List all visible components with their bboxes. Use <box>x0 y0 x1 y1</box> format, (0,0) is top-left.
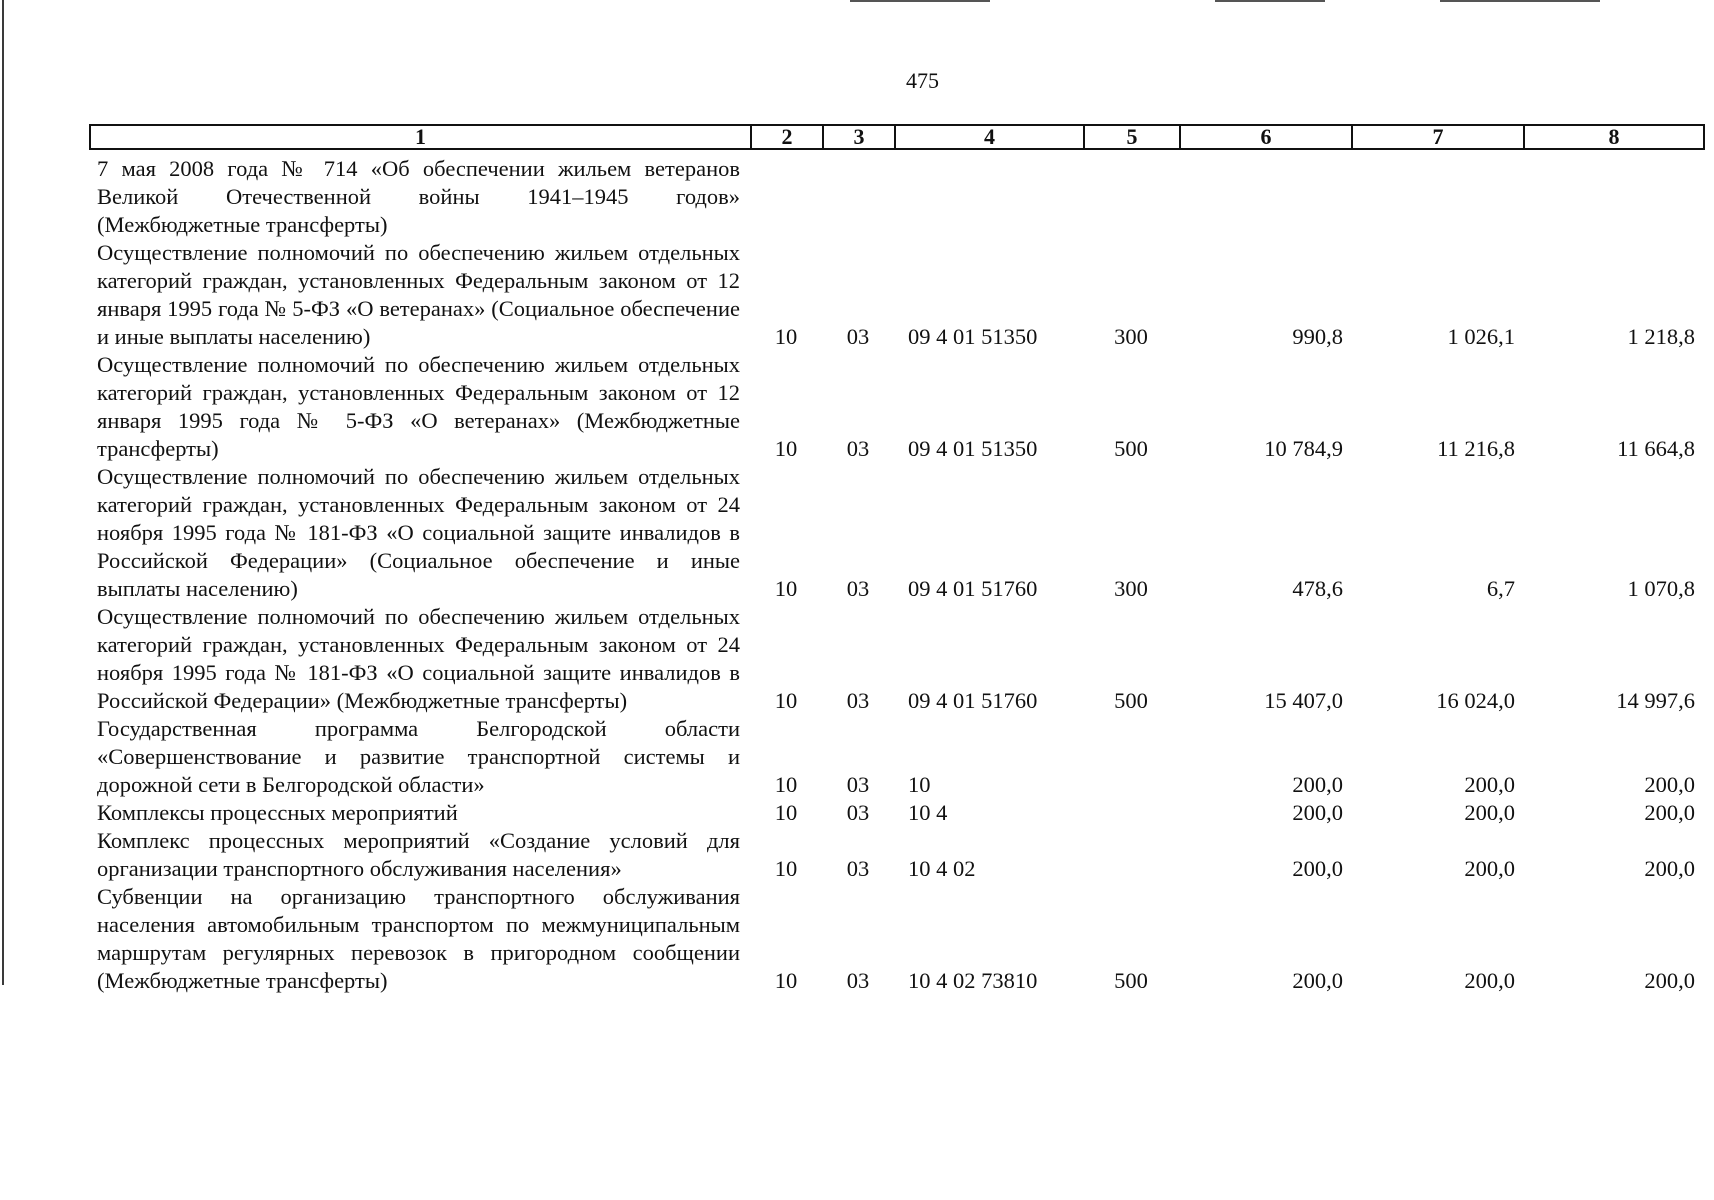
row-description: Осуществление полномочий по обеспечению жильем отдельных категорий граждан, установленных Федеральным законом от 24 ноября 1995 года № 181-ФЗ «О социальной защите инвалидов в Российской Федерации» (Межбюджетные трансферты) <box>97 604 740 713</box>
expense-type-code <box>1083 715 1179 799</box>
column-header-table <box>89 124 1705 150</box>
column-header: 8 <box>1524 125 1704 149</box>
amount-col-7: 200,0 <box>1464 800 1515 825</box>
column-header: 2 <box>751 125 823 149</box>
amount-col-7: 200,0 <box>1464 968 1515 993</box>
expense-type-code: 500 <box>1114 688 1148 713</box>
amount-col-6: 15 407,0 <box>1264 688 1343 713</box>
amount-col-8: 11 664,8 <box>1617 436 1695 461</box>
amount-col-7: 200,0 <box>1464 772 1515 797</box>
column-header: 4 <box>895 125 1084 149</box>
subsection-code: 03 <box>846 688 870 713</box>
amount-col-6: 478,6 <box>1292 576 1343 601</box>
column-header: 3 <box>823 125 895 149</box>
scan-top-mark <box>850 0 990 2</box>
section-code: 10 <box>774 856 798 881</box>
column-header: 7 <box>1352 125 1524 149</box>
expense-type-code: 300 <box>1114 324 1148 349</box>
expense-type-code <box>1083 155 1179 239</box>
subsection-code: 03 <box>846 968 870 993</box>
amount-col-7: 200,0 <box>1464 856 1515 881</box>
target-article-code: 10 <box>908 772 931 797</box>
target-article-code: 10 4 <box>908 800 948 825</box>
subsection-code <box>822 155 894 239</box>
budget-table-body <box>89 155 1703 995</box>
amount-col-8: 200,0 <box>1644 772 1695 797</box>
subsection-code: 03 <box>846 436 870 461</box>
expense-type-code: 300 <box>1114 576 1148 601</box>
section-code: 10 <box>774 772 798 797</box>
amount-col-8 <box>1523 155 1703 239</box>
row-description: Осуществление полномочий по обеспечению жильем отдельных категорий граждан, установленных Федеральным законом от 12 января 1995 года № 5-ФЗ «О ветеранах» (Межбюджетные трансферты) <box>97 352 740 461</box>
amount-col-6: 200,0 <box>1292 968 1343 993</box>
target-article-code: 10 4 02 73810 <box>908 968 1038 993</box>
amount-col-7 <box>1351 155 1523 239</box>
amount-col-7: 11 216,8 <box>1437 436 1515 461</box>
target-article-code: 10 4 02 <box>908 856 976 881</box>
amount-col-6: 200,0 <box>1292 772 1343 797</box>
row-description: Осуществление полномочий по обеспечению жильем отдельных категорий граждан, установленных Федеральным законом от 24 ноября 1995 года № 181-ФЗ «О социальной защите инвалидов в Российской Федерации» (Социальное обеспечение и иные выплаты населению) <box>97 464 740 601</box>
subsection-code: 03 <box>846 800 870 825</box>
amount-col-6: 200,0 <box>1292 800 1343 825</box>
column-header: 1 <box>90 125 751 149</box>
target-article-code: 09 4 01 51350 <box>908 436 1038 461</box>
row-description: 7 мая 2008 года № 714 «Об обеспечении жильем ветеранов Великой Отечественной войны 1941–1945 годов» (Межбюджетные трансферты) <box>97 156 740 237</box>
page-number: 475 <box>906 68 939 93</box>
column-header-row <box>90 125 1704 149</box>
amount-col-7: 1 026,1 <box>1447 324 1515 349</box>
amount-col-6: 10 784,9 <box>1264 436 1343 461</box>
column-header: 5 <box>1084 125 1180 149</box>
amount-col-8: 1 070,8 <box>1627 576 1695 601</box>
subsection-code: 03 <box>846 324 870 349</box>
table-row <box>89 239 1703 351</box>
expense-type-code <box>1083 827 1179 883</box>
section-code <box>750 155 822 239</box>
section-code: 10 <box>774 800 798 825</box>
section-code: 10 <box>774 436 798 461</box>
amount-col-8: 200,0 <box>1644 968 1695 993</box>
column-header: 6 <box>1180 125 1352 149</box>
expense-type-code <box>1083 799 1179 827</box>
table-row <box>89 799 1703 827</box>
expense-type-code: 500 <box>1114 968 1148 993</box>
table-row <box>89 883 1703 995</box>
table-row <box>89 351 1703 463</box>
scan-top-mark <box>1215 0 1325 2</box>
amount-col-6: 990,8 <box>1292 324 1343 349</box>
amount-col-7: 16 024,0 <box>1436 688 1515 713</box>
amount-col-6: 200,0 <box>1292 856 1343 881</box>
table-row <box>89 155 1703 239</box>
amount-col-8: 200,0 <box>1644 856 1695 881</box>
target-article-code: 09 4 01 51760 <box>908 688 1038 713</box>
table-row <box>89 463 1703 603</box>
amount-col-7: 6,7 <box>1486 576 1515 601</box>
amount-col-8: 1 218,8 <box>1627 324 1695 349</box>
table-row <box>89 827 1703 883</box>
table-row <box>89 603 1703 715</box>
expense-type-code: 500 <box>1114 436 1148 461</box>
amount-col-8: 14 997,6 <box>1616 688 1695 713</box>
target-article-code <box>894 155 1083 239</box>
section-code: 10 <box>774 324 798 349</box>
section-code: 10 <box>774 968 798 993</box>
row-description: Комплексы процессных мероприятий <box>97 800 458 825</box>
amount-col-6 <box>1179 155 1351 239</box>
target-article-code: 09 4 01 51760 <box>908 576 1038 601</box>
amount-col-8: 200,0 <box>1644 800 1695 825</box>
subsection-code: 03 <box>846 772 870 797</box>
table-row <box>89 715 1703 799</box>
subsection-code: 03 <box>846 576 870 601</box>
row-description: Государственная программа Белгородской области «Совершенствование и развитие транспортной системы и дорожной сети в Белгородской области» <box>97 716 740 797</box>
subsection-code: 03 <box>846 856 870 881</box>
scan-top-mark <box>1440 0 1600 2</box>
scan-left-edge <box>2 0 4 985</box>
target-article-code: 09 4 01 51350 <box>908 324 1038 349</box>
row-description: Комплекс процессных мероприятий «Создание условий для организации транспортного обслуживания населения» <box>97 828 740 881</box>
row-description: Субвенции на организацию транспортного обслуживания населения автомобильным транспортом по межмуниципальным маршрутам регулярных перевозок в пригородном сообщении (Межбюджетные трансферты) <box>97 884 740 993</box>
section-code: 10 <box>774 576 798 601</box>
section-code: 10 <box>774 688 798 713</box>
budget-table <box>89 155 1703 995</box>
row-description: Осуществление полномочий по обеспечению жильем отдельных категорий граждан, установленных Федеральным законом от 12 января 1995 года № 5-ФЗ «О ветеранах» (Социальное обеспечение и иные выплаты населению) <box>97 240 740 349</box>
